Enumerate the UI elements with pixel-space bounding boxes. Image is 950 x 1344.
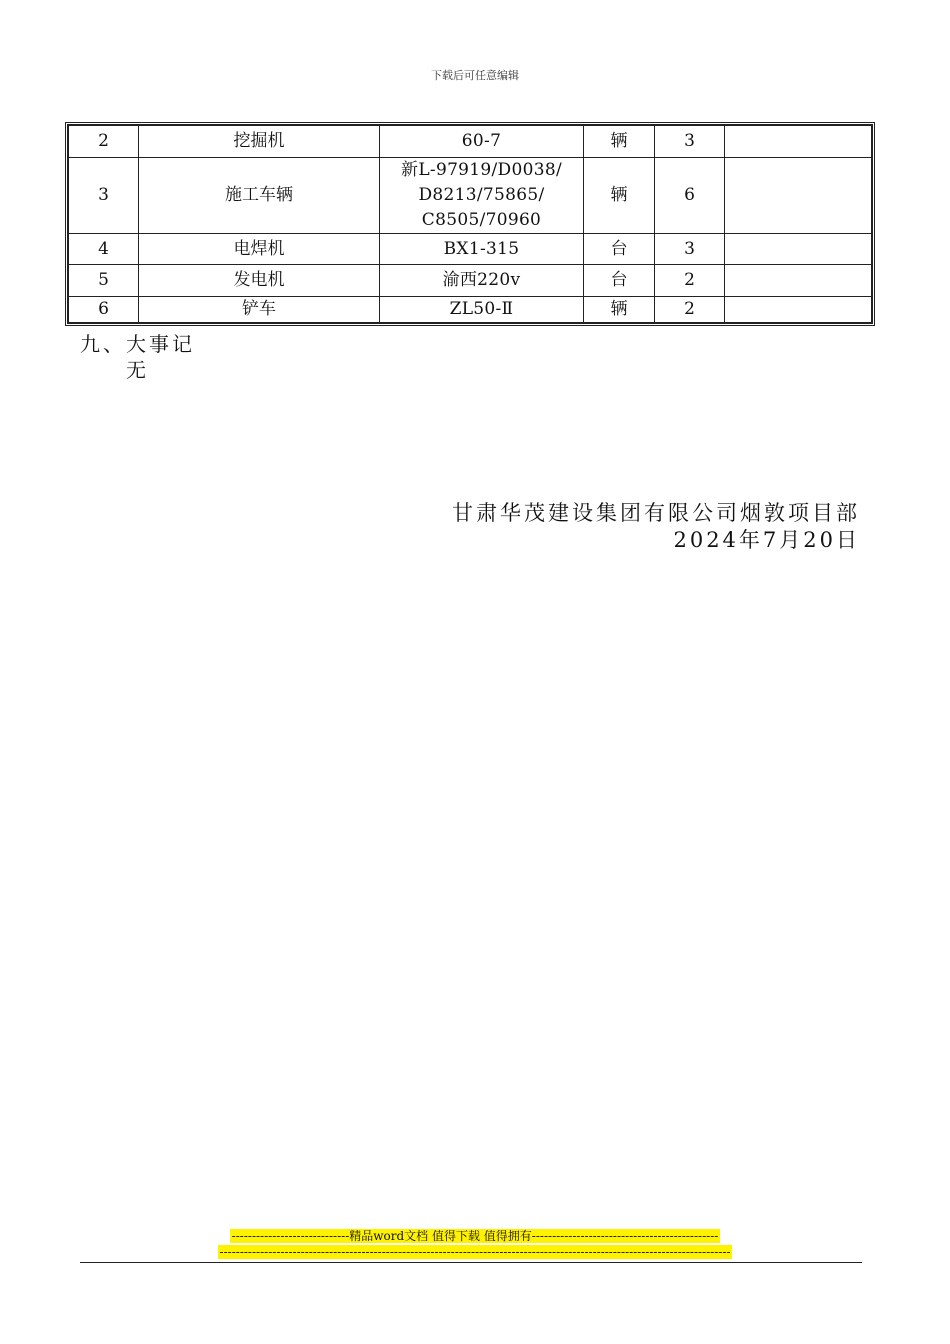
equipment-unit: 台	[584, 234, 655, 265]
equipment-model: 60-7	[380, 126, 584, 158]
equipment-table	[65, 122, 875, 326]
equipment-unit: 辆	[584, 158, 655, 234]
equipment-unit: 辆	[584, 297, 655, 323]
equipment-unit: 辆	[584, 126, 655, 158]
table-row	[69, 234, 872, 265]
equipment-name: 施工车辆	[139, 158, 380, 234]
equipment-remark	[725, 265, 872, 297]
table-row	[69, 126, 872, 158]
footer-banner	[0, 1228, 950, 1260]
equipment-quantity: 3	[655, 234, 725, 265]
equipment-quantity: 6	[655, 158, 725, 234]
organization-name: 甘肃华茂建设集团有限公司烟敦项目部	[452, 501, 860, 525]
signoff-block	[452, 500, 860, 554]
table-row	[69, 297, 872, 323]
equipment-name: 铲车	[139, 297, 380, 323]
equipment-name: 电焊机	[139, 234, 380, 265]
equipment-model: ZL50-Ⅱ	[380, 297, 584, 323]
row-number: 3	[69, 158, 139, 234]
section-heading: 九、大事记	[80, 332, 195, 356]
table-row	[69, 265, 872, 297]
signoff-date: 2024年7月20日	[673, 528, 860, 552]
equipment-remark	[725, 158, 872, 234]
equipment-quantity: 2	[655, 297, 725, 323]
row-number: 2	[69, 126, 139, 158]
footer-dash-line: ------------------------------------------------------------------------------------------------------------------------------	[219, 1245, 731, 1259]
equipment-name: 发电机	[139, 265, 380, 297]
row-number: 4	[69, 234, 139, 265]
row-number: 6	[69, 297, 139, 323]
table-row	[69, 158, 872, 234]
header-note: 下载后可任意编辑	[431, 69, 519, 82]
footer-divider	[80, 1262, 862, 1263]
equipment-remark	[725, 234, 872, 265]
row-number: 5	[69, 265, 139, 297]
equipment-quantity: 3	[655, 126, 725, 158]
section-body: 无	[126, 358, 146, 382]
equipment-model: 渝西220v	[380, 265, 584, 297]
equipment-name: 挖掘机	[139, 126, 380, 158]
equipment-unit: 台	[584, 265, 655, 297]
footer-banner-line: -----------------------------精品word文档 值得下载 值得拥有----------------------------------------------	[231, 1229, 719, 1243]
equipment-remark	[725, 126, 872, 158]
equipment-model: BX1-315	[380, 234, 584, 265]
equipment-quantity: 2	[655, 265, 725, 297]
equipment-model: 新L-97919/D0038/ D8213/75865/ C8505/70960	[380, 158, 584, 234]
equipment-remark	[725, 297, 872, 323]
